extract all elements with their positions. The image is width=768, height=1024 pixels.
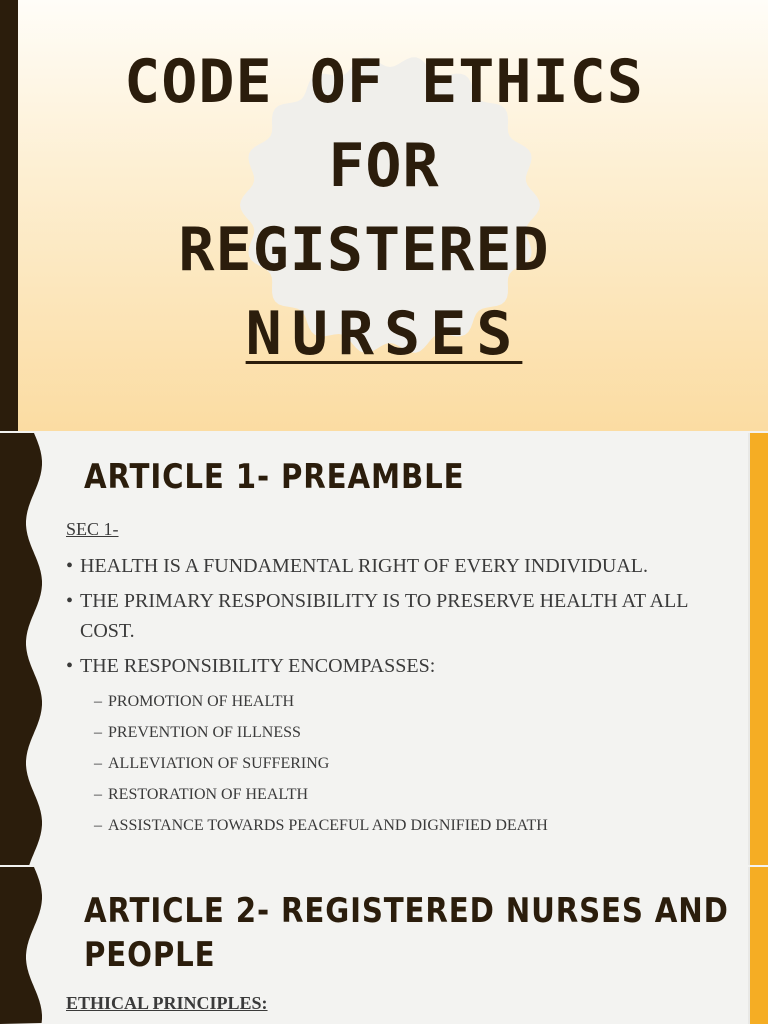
article-2-slide: [0, 867, 768, 1024]
sub-item: – ASSISTANCE TOWARDS PEACEFUL AND DIGNIFIED DEATH: [94, 810, 726, 841]
sub-item: – RESTORATION OF HEALTH: [94, 779, 726, 810]
sub-item: – PROMOTION OF HEALTH: [94, 686, 726, 717]
article-1-slide: [0, 433, 768, 865]
sub-list: [94, 686, 726, 841]
title-line-1: CODE OF ETHICS: [124, 47, 644, 117]
article-2-heading: [84, 889, 729, 977]
article-1-heading: ARTICLE 1- PREAMBLE: [84, 457, 465, 497]
sub-item: – ALLEVIATION OF SUFFERING: [94, 748, 726, 779]
heading-line-1: ARTICLE 2- REGISTERED NURSES AND: [84, 891, 729, 931]
bullet-item: • THE PRIMARY RESPONSIBILITY IS TO PRESERVE HEALTH AT ALL COST.: [66, 586, 726, 646]
heading-line-2: PEOPLE: [84, 935, 216, 975]
right-accent-bar: [750, 433, 768, 865]
sub-item: – PREVENTION OF ILLNESS: [94, 717, 726, 748]
slide-title: [0, 40, 768, 376]
right-accent-bar: [750, 867, 768, 1024]
section-label: ETHICAL PRINCIPLES:: [66, 993, 268, 1013]
wavy-left-border: [0, 433, 50, 865]
title-line-4: NURSES: [245, 299, 523, 369]
bullet-item: • HEALTH IS A FUNDAMENTAL RIGHT OF EVERY INDIVIDUAL.: [66, 551, 726, 581]
section-label: SEC 1-: [66, 519, 119, 539]
wavy-left-border: [0, 867, 50, 1024]
title-line-2: FOR: [328, 131, 440, 201]
title-line-3: REGISTERED: [178, 215, 550, 285]
bullet-item: • THE RESPONSIBILITY ENCOMPASSES:: [66, 651, 726, 681]
bullet-list: [66, 551, 726, 841]
title-slide: [0, 0, 768, 431]
